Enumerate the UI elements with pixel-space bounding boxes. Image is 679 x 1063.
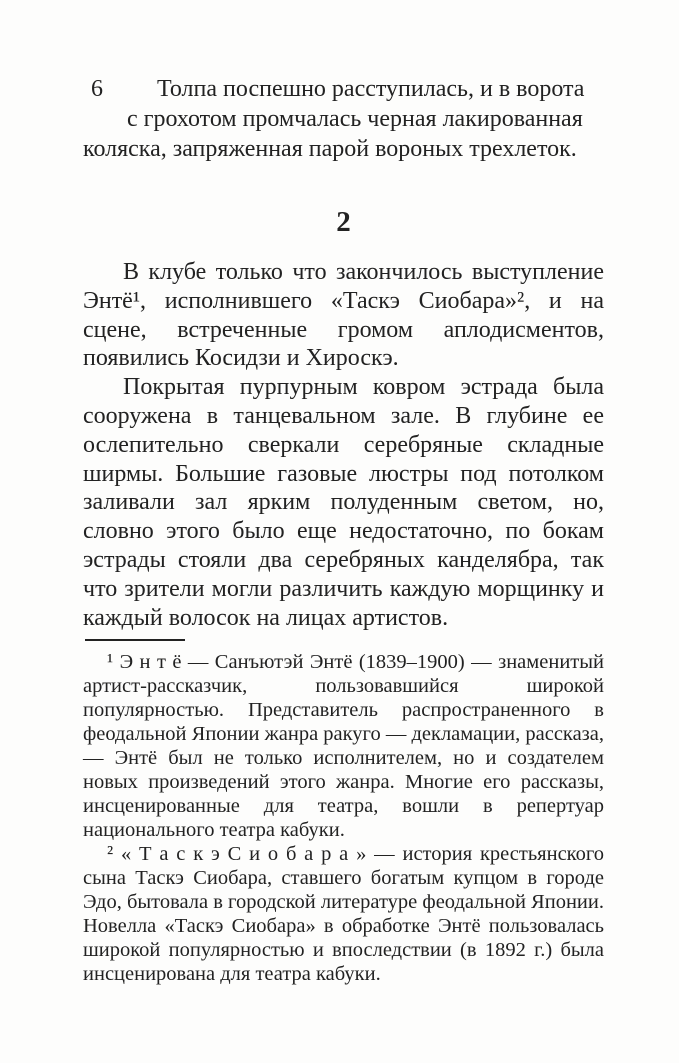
footnote: ¹ Э н т ё — Санъютэй Энтё (1839–1900) — знаменитый артист-рассказчик, пользовавшийся широкой популярностью. Представитель распространенного в феодальной Японии жанра ракуго — декламации, рассказа, — Энтё был не только исполнителем, но и создателем новых произведений этого жанра. Многие его рассказы, инсценированные для театра, вошли в репертуар национального театра кабуки. — [83, 651, 604, 842]
opening-paragraph — [83, 74, 604, 164]
opening-line: с грохотом промчалась черная лакированная — [127, 106, 583, 132]
footnotes-section — [83, 650, 604, 986]
opening-line: Толпа поспешно расступилась, и в ворота — [157, 76, 585, 102]
body-paragraph: В клубе только что закончилось выступление Энтё¹, исполнившего «Таскэ Сиобара»², и на сцене, встреченные громом аплодисментов, появились Косидзи и Хироскэ. — [83, 259, 604, 372]
footnote-separator-rule — [85, 639, 185, 641]
text-column — [83, 74, 604, 986]
body-paragraph: Покрытая пурпурным ковром эстрада была сооружена в танцевальном зале. В глубине ее ослепительно сверкали серебряные складные ширмы. Большие газовые люстры под потолком заливали зал ярким полуденным светом, но, словно этого было еще недостаточно, по бокам эстрады стояли два серебряных канделябра, так что зрители могли различить каждую морщинку и каждый волосок на лицах артистов. — [83, 374, 604, 631]
footnote: ² « Т а с к э С и о б а р а » — история крестьянского сына Таскэ Сиобара, ставшего богатым купцом в городе Эдо, бытовала в городской литературе феодальной Японии. Новелла «Таскэ Сиобара» в обработке Энтё пользовалась широкой популярностью и впоследствии (в 1892 г.) была инсценирована для театра кабуки. — [83, 843, 604, 986]
body-text — [83, 258, 604, 632]
chapter-heading: 2 — [336, 206, 351, 238]
opening-line: коляска, запряженная парой вороных трехлеток. — [83, 136, 577, 162]
page-number: 6 — [91, 76, 103, 102]
